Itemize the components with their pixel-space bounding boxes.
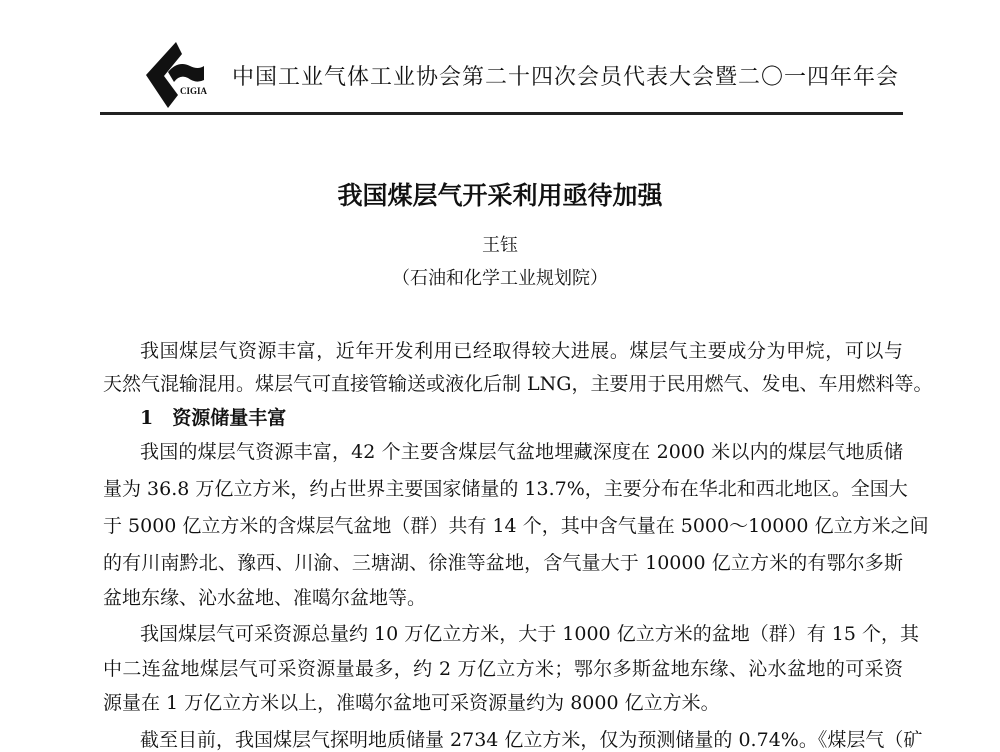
cigia-logo bbox=[138, 40, 218, 110]
paragraph-line: 源量在 1 万亿立方米以上，准噶尔盆地可采资源量约为 8000 亿立方米。 bbox=[103, 692, 720, 714]
article-author: 王钰 bbox=[482, 235, 518, 256]
paragraph-line: 的有川南黔北、豫西、川渝、三塘湖、徐淮等盆地，含气量大于 10000 亿立方米的有鄂尔多斯 bbox=[103, 552, 903, 574]
conference-header-title: 中国工业气体工业协会第二十四次会员代表大会暨二〇一四年年会 bbox=[232, 65, 900, 90]
paragraph-line: 量为 36.8 万亿立方米，约占世界主要国家储量的 13.7%，主要分布在华北和西北地区。全国大 bbox=[103, 478, 908, 500]
section-heading: 1 资源储量丰富 bbox=[140, 407, 287, 429]
author-affiliation: （石油和化学工业规划院） bbox=[392, 268, 608, 289]
svg-text:CIGIA: CIGIA bbox=[180, 86, 208, 96]
paragraph-line: 我国煤层气可采资源总量约 10 万亿立方米，大于 1000 亿立方米的盆地（群）有 15 个，其 bbox=[140, 623, 919, 645]
paragraph-line: 天然气混输混用。煤层气可直接管输送或液化后制 LNG，主要用于民用燃气、发电、车用燃料等。 bbox=[103, 373, 933, 395]
paragraph-line: 盆地东缘、沁水盆地、准噶尔盆地等。 bbox=[103, 587, 427, 609]
paragraph-line: 我国的煤层气资源丰富，42 个主要含煤层气盆地埋藏深度在 2000 米以内的煤层气地质储 bbox=[140, 441, 903, 463]
header-divider bbox=[100, 112, 903, 115]
article-title: 我国煤层气开采利用亟待加强 bbox=[337, 181, 663, 210]
paragraph-line: 截至目前，我国煤层气探明地质储量 2734 亿立方米，仅为预测储量的 0.74%。《煤层气（矿 bbox=[140, 729, 923, 751]
paragraph-line: 我国煤层气资源丰富，近年开发利用已经取得较大进展。煤层气主要成分为甲烷，可以与 bbox=[140, 340, 903, 362]
paragraph-line: 中二连盆地煤层气可采资源量最多，约 2 万亿立方米；鄂尔多斯盆地东缘、沁水盆地的可采资 bbox=[103, 658, 903, 680]
paragraph-line: 于 5000 亿立方米的含煤层气盆地（群）共有 14 个，其中含气量在 5000～10000 亿立方米之间 bbox=[103, 515, 929, 537]
